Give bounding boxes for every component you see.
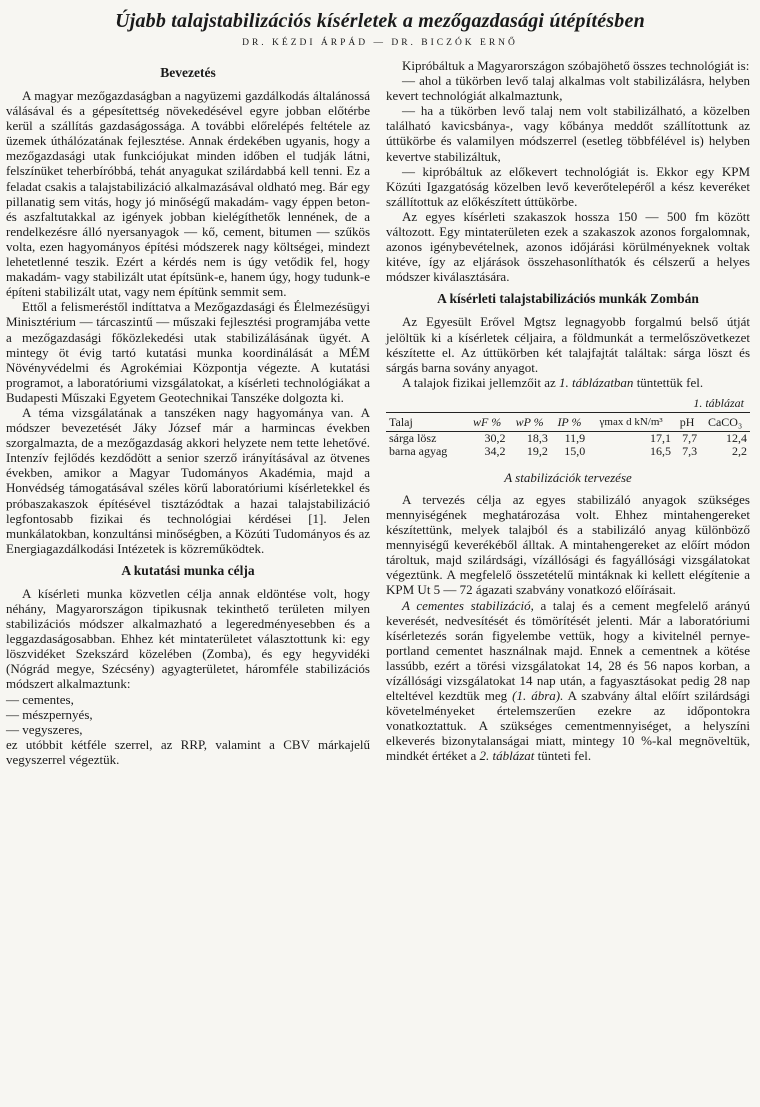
table-row (386, 445, 750, 464)
paragraph: A magyar mezőgazdaságban a nagyüzemi gazdálkodás általánossá válásával és a gépesítettség növekedésével egyre jobban előtérbe kerül a szállítás gazdaságossága. A további előrelépés feltétele az üzemek úthálózatának fejlesztése. Annak érdekében ugyanis, hogy a mezőgazdasági utak funkciójukat minden időben el tudják látni, felszínüket teherbíróbbá, tehát anyagukat szilárdabbá kell tenni. Ez a feladat csakis a talajstabilizáció alkalmazásával oldható meg. Bár egy pillanatig sem vitás, hogy jó minőségű makadám- vagy éppen beton- és aszfaltutakkal az igények jobban kielégíthetők lennének, de a rendelkezésre álló nyersanyagok — kő, cement, bitumen — szűkös volta, ezen hagyományos építési módszerek nagy költségei, mindezt lehetetlenné teszik. Ezért a kérdés nem is úgy vetődik fel, hogy makadám- vagy stabilizált utat építsünk-e, hanem úgy, hogy tudunk-e építeni stabilizált utat, vagy nem építünk semmit sem. (6, 88, 370, 300)
table-header: γmax d kN/m³ (588, 412, 674, 431)
table-cell: 12,4 (726, 430, 747, 445)
table-row (386, 431, 750, 445)
list-item: — cementes, (6, 691, 74, 707)
figure-reference: (1. ábra). (512, 688, 564, 704)
section-heading-introduction: Bevezetés (160, 65, 216, 80)
table-cell: 2,2 (732, 443, 747, 458)
table-cell: 18,3 (526, 430, 548, 445)
table-cell: sárga lösz (389, 430, 437, 445)
section-heading-research-goal: A kutatási munka célja (121, 562, 255, 578)
table-cell: 7,7 (682, 430, 698, 445)
table-cell: 16,5 (650, 443, 672, 458)
table-reference: 1. táblázatban (559, 374, 634, 390)
table-cell: 19,2 (526, 443, 548, 458)
table-cell: 17,1 (650, 430, 672, 445)
table-cell: 15,0 (564, 443, 586, 458)
list-paragraph: — ahol a tükörben levő talaj alkalmas volt stabilizálásra, helyben kevert technológiát alkalmaztunk, (386, 73, 750, 104)
section-heading-zomba: A kísérleti talajstabilizációs munkák Zombán (437, 291, 699, 307)
paragraph: Az egyes kísérleti szakaszok hossza 150 — 500 fm között változott. Egy mintaterületen ezek a szakaszok azonos forgalomnak, azonos igénybevételnek, azonos időjárási körülményeknek voltak kitéve, így az eljárások összehasonlíthatók és célszerű a helyes módszer kiválasztására. (386, 208, 750, 285)
table-reference: 2. táblázat (479, 748, 535, 764)
list-paragraph: — kipróbáltuk az előkevert technológiát is. Ekkor egy KPM Közúti Igazgatóság közelben levő keverőtelepéről a kész keveréket szállítottuk az előkészített úttükörbe. (386, 163, 750, 209)
article-authors: DR. KÉZDI ÁRPÁD — DR. BICZÓK ERNŐ (242, 38, 518, 48)
list-item: — vegyszeres, (6, 721, 83, 737)
table-cell: 30,2 (484, 430, 506, 445)
table-caption: 1. táblázat (693, 395, 744, 410)
list-item: — mészpernyés, (6, 706, 93, 722)
article-title: Újabb talajstabilizációs kísérletek a mezőgazdasági útépítésben (115, 10, 645, 32)
table-cell: barna agyag (389, 443, 448, 458)
term-cement-stabilization: A cementes stabilizáció, (402, 597, 534, 613)
right-column (386, 58, 750, 767)
paragraph: ez utóbbit kétféle szerrel, az RRP, valamint a CBV márkajelű vegyszerrel végeztük. (6, 736, 370, 767)
table-header: CaCO₃ (700, 412, 750, 431)
section-heading-stabilization-design: A stabilizációk tervezése (504, 469, 632, 485)
soil-properties-table (386, 412, 750, 464)
method-list (6, 692, 370, 737)
table-cell: 11,9 (564, 430, 586, 445)
table-header: pH (674, 412, 700, 431)
table-cell: 34,2 (484, 443, 506, 458)
article-body (6, 58, 754, 767)
paragraph: Kipróbáltuk a Magyarországon szóbajöhető összes technológiát is: (402, 58, 750, 73)
paragraph: A kísérleti munka közvetlen célja annak eldöntése volt, hogy néhány, Magyarországon tipikusnak tekinthető területen milyen stabilizációs módszer alkalmazható a legeredményesebben és a leggazdaságosabban. Ehhez két mintaterületet választottunk ki: egy löszvidéket Szekszárd közelében (Zomba), és egy hegyvidéki (Nógrád megye, Szécsény) agyagterületet, háromféle stabilizációs módszert alkalmaztunk: (6, 585, 370, 692)
list-paragraph: — ha a tükörben levő talaj nem volt stabilizálható, a közelben található kavicsbánya-, vagy kőbánya meddőt szállítottunk az úttükörbe és valamilyen módszerrel (esetleg többfélével is) helyben kevertve stabilizáltuk, (386, 103, 750, 164)
paragraph: Ettől a felismeréstől indíttatva a Mezőgazdasági és Élelmezésügyi Minisztérium — tárcaszintű — műszaki fejlesztési programjába vette a mezőgazdasági főközlekedési utak stabilizálásának ügyét. A mintegy öt évig tartó kutatási munka koordinálását a MÉM Növényvédelmi és Agrokémiai Központja végezte. A kutatási programot, a laboratóriumi vizsgálatokat, a kísérleti technológiákat a Budapesti Műszaki Egyetem Geotechnikai Tanszéke dolgozta ki. (6, 299, 370, 405)
paragraph: Az Egyesült Erővel Mgtsz legnagyobb forgalmú belső útját jelöltük ki a kísérletek céljaira, a földmunkát a termelőszövetkezet készítette el. Az úttükörben két talajfajtát találtak: sárga löszt és sárgás barna sovány anyagot. (386, 314, 750, 375)
table-header: wP % (508, 412, 550, 431)
left-column (6, 58, 370, 767)
paragraph: A téma vizsgálatának a tanszéken nagy hagyománya van. A módszer bevezetését Jáky József már a harmincas években szorgalmazta, de a mezőgazdaság akkori helyzete nem tette lehetővé. Intenzív fejlődés kezdődött a senior szerző irányításával az ötvenes években, amikor a Magyar Tudományos Akadémia, majd a Honvédség támogatásával széles körű laboratóriumi kísérletekkel és próbaszakaszok építésével tisztázódtak a hazai talajstabilizáció legfontosabb fizikai és technológiai kérdései [1]. Jelen munkálatokban, konzultánsi minőségben, a Közúti Tudományos és az Energiagazdálkodási Intézetek is közreműködtek. (6, 404, 370, 556)
table-header: Talaj (386, 412, 466, 431)
paragraph: A talajok fizikai jellemzőit az 1. táblázatban tüntettük fel. (402, 374, 704, 390)
paragraph: A cementes stabilizáció, a talaj és a cement megfelelő arányú keverését, nedvesítését és tömörítését jelenti. Már a laboratóriumi kísérletezés során figyelembe vettük, hogy a kivitelnél pernye-portland cementet használnak majd. Ennek a cementnek a kötése lassúbb, ezért a törési vizsgálatokat 14, 28 és 56 napos korban, a vízállósági vizsgálatokat 14 nap után, a fagyasztásokat pedig 28 nap elteltével kezdtük meg (1. ábra). A szabvány által előírt szilárdsági követelményeket értelemszerűen ezekre az időpontokra vonatkoztattuk. A szükséges cementmennyiséget, a helyszíni elkeverés bizonytalanságai miatt, mintegy 10 %-kal megnöveltük, mindkét értéket a 2. táblázat tünteti fel. (386, 597, 750, 764)
paragraph: A tervezés célja az egyes stabilizáló anyagok szükséges mennyiségének meghatározása volt. Ehhez mintahengereket készítettünk, melyek talajból és a stabilizáló anyag különböző mennyiségű keverékéből álltak. A mintahengereket az előírt módon tároltuk, majd szilárdsági, vízállósági és fagyállósági vizsgálatokat végeztünk. A megfelelő összetételű mintáknak ki kellett elégítenie a KPM Ut 5 — 72 ágazati szabvány vonatkozó előírásait. (386, 491, 750, 598)
table-header: IP % (551, 412, 588, 431)
table-header: wF % (466, 412, 509, 431)
table-cell: 7,3 (682, 443, 698, 458)
